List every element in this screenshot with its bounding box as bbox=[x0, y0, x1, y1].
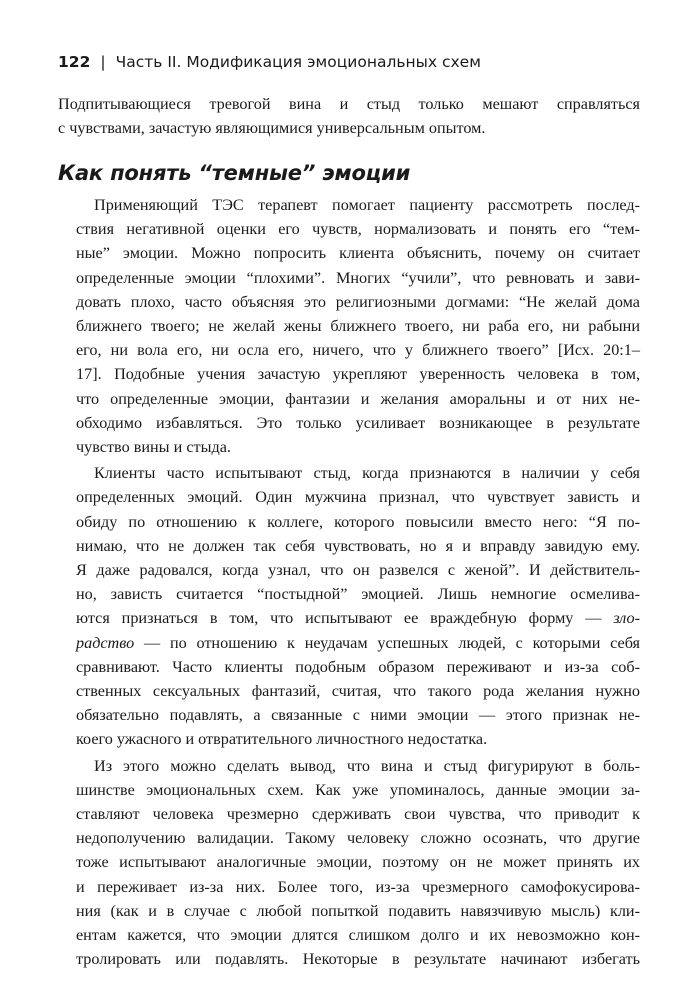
text-line: обиду по отношению к коллеге, которого повысили вместо него: “Я по- bbox=[76, 512, 640, 531]
text-line: определенные эмоции “плохими”. Многих “учили”, что ревновать и зави- bbox=[76, 268, 640, 287]
text-line: шинстве эмоциональных схем. Как уже упоминалось, данные эмоции за- bbox=[76, 780, 640, 799]
header-separator: | bbox=[100, 53, 106, 71]
text-line: сравнивают. Часто клиенты подобным образом переживают и из-за соб- bbox=[76, 657, 640, 676]
emphasis-text: радство bbox=[76, 633, 135, 652]
page-number: 122 bbox=[58, 53, 91, 71]
text-line bbox=[58, 606, 640, 630]
intro-paragraph bbox=[58, 92, 640, 140]
text-line: Применяющий ТЭС терапевт помогает пациенту рассмотреть послед- bbox=[94, 196, 640, 214]
text-line: тролировать или подавлять. Некоторые в результате начинают избегать bbox=[76, 950, 640, 969]
chapter-title: Часть II. Модификация эмоциональных схем bbox=[115, 53, 481, 71]
text-line: и переживает из-за них. Более того, из-за чрезмерного самофокусирова- bbox=[76, 877, 640, 896]
paragraph-2 bbox=[58, 461, 640, 751]
text-line: ные” эмоции. Можно попросить клиента объяснить, почему он считает bbox=[76, 244, 640, 263]
text-line: Из этого можно сделать вывод, что вина и стыд фигурируют в боль- bbox=[94, 756, 640, 775]
text-line: 17]. Подобные учения зачастую укрепляют уверенность человека в том, bbox=[76, 365, 640, 384]
emphasis-text: зло- bbox=[613, 609, 640, 628]
text-line: довать плохо, часто объясняя это религиозными догмами: “Не желай дома bbox=[76, 292, 640, 311]
body-text bbox=[58, 193, 640, 972]
text-line: его, ни вола его, ни осла его, ничего, что у ближнего твоего” [Исх. 20:1– bbox=[76, 341, 640, 360]
text-line: чувство вины и стыда. bbox=[76, 438, 231, 457]
text-line: но, зависть считается “постыдной” эмоцией. Лишь немногие осмелива- bbox=[76, 585, 640, 604]
text-line bbox=[58, 631, 640, 655]
paragraph-3 bbox=[58, 754, 640, 972]
text-line: с чувствами, зачастую являющимися универсальным опытом. bbox=[58, 119, 486, 138]
text-line: определенных эмоций. Один мужчина признал, что чувствует зависть и bbox=[76, 488, 640, 507]
text-line: ентам кажется, что эмоции длятся слишком долго и их невозможно кон- bbox=[76, 926, 640, 945]
text-line: нимаю, что не должен так себя чувствовать, но я и вправду завидую ему. bbox=[76, 536, 640, 555]
text-line: ственных сексуальных фантазий, считая, что такого рода желания нужно bbox=[76, 682, 640, 701]
text-line: Подпитывающиеся тревогой вина и стыд только мешают справляться bbox=[58, 95, 640, 113]
text-line: ствия негативной оценки его чувств, нормализовать и понять его “тем- bbox=[76, 220, 640, 239]
text-line: обязательно подавлять, а связанные с ними эмоции — этого признак не- bbox=[76, 706, 640, 725]
text-line: ставляют человека чрезмерно сдерживать свои чувства, что приводит к bbox=[76, 805, 640, 824]
text-line: Клиенты часто испытывают стыд, когда признаются в наличии у себя bbox=[94, 464, 640, 483]
text-line: обходимо избавляться. Это только усиливает возникающее в результате bbox=[76, 413, 640, 432]
text-line: Я даже радовался, когда узнал, что он развелся с женой”. И действитель- bbox=[76, 561, 640, 580]
text-run: ются признаться в том, что испытывают ее враждебную форму — bbox=[76, 609, 614, 628]
section-heading: Как понять “темные” эмоции bbox=[58, 161, 411, 185]
paragraph-1 bbox=[58, 193, 640, 459]
text-line: ближнего твоего; не желай жены ближнего твоего, ни раба его, ни рабыни bbox=[76, 317, 640, 336]
text-line: недополучению валидации. Такому человеку сложно осознать, что другие bbox=[76, 829, 640, 848]
text-run: — по отношению к неудачам успешных людей, с которыми себя bbox=[134, 633, 640, 652]
text-line: коего ужасного и отвратительного личностного недостатка. bbox=[76, 730, 488, 749]
running-header bbox=[58, 50, 640, 74]
text-line: ния (как и в случае с любой попыткой подавить навязчивую мысль) кли- bbox=[76, 901, 640, 920]
text-line: что определенные эмоции, фантазии и желания аморальны и от них не- bbox=[76, 389, 640, 408]
text-line: тоже испытывают аналогичные эмоции, поэтому он не может принять их bbox=[76, 853, 640, 872]
